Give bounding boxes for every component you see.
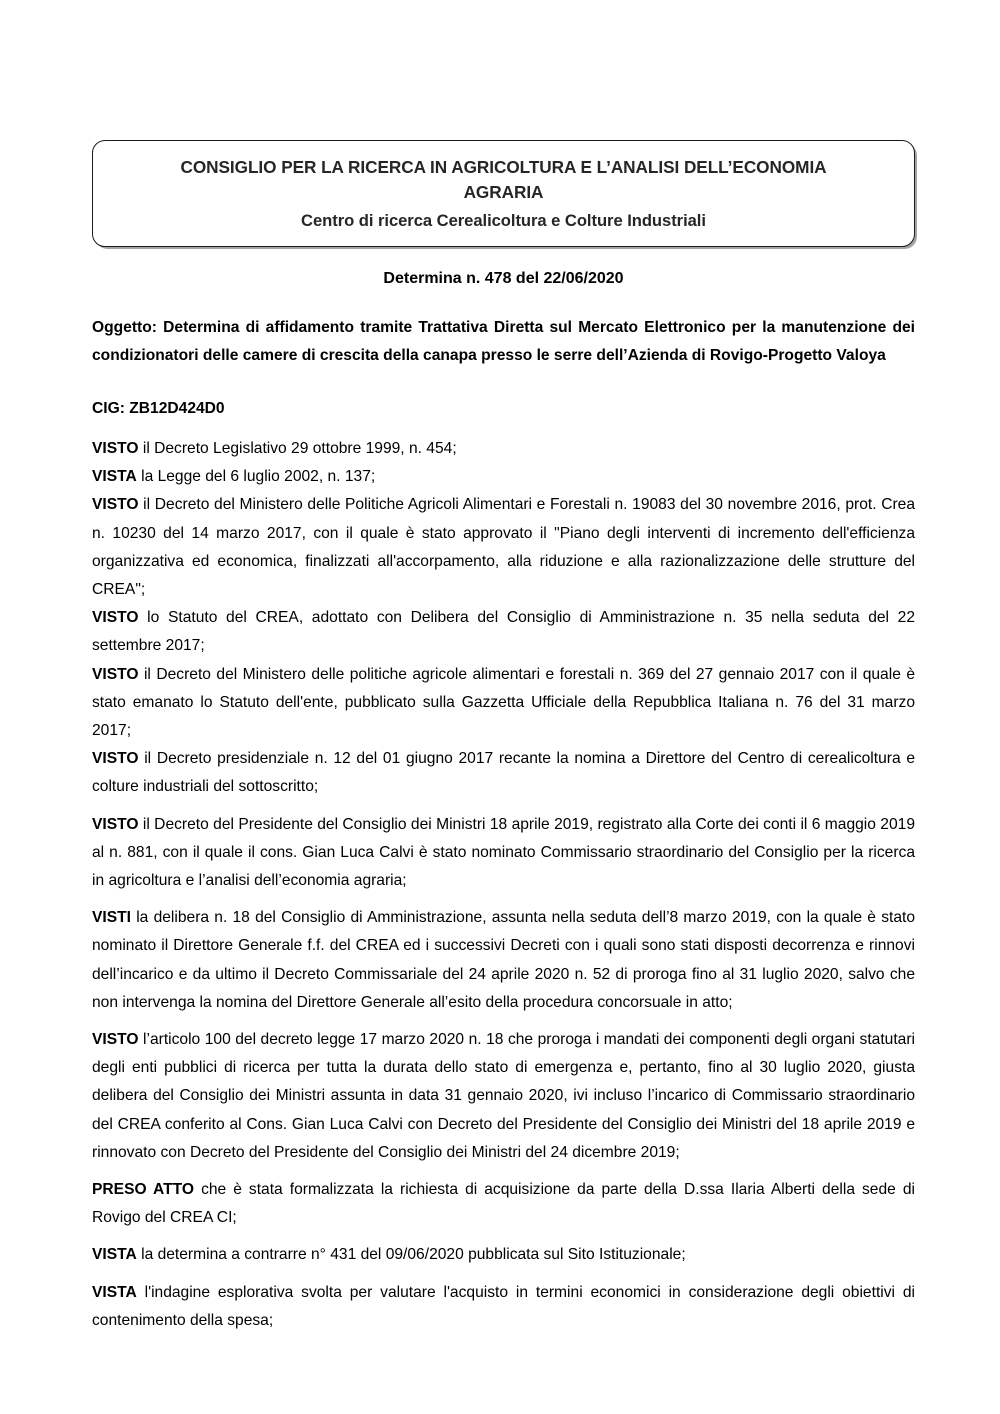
institution-header-box [92,140,915,247]
research-center-name: Centro di ricerca Cerealicoltura e Colture Industriali [301,211,706,230]
institution-name-line-2: AGRARIA [463,182,544,202]
clause-paragraph [92,904,915,1017]
clause-paragraph [92,491,915,604]
cig-value: ZB12D424D0 [129,400,225,417]
clause-paragraph [92,435,915,463]
clause-text: il Decreto del Ministero delle politiche agricole alimentari e forestali n. 369 del 27 gennaio 2017 con il quale è stato emanato lo Statuto dell'ente, pubblicato sulla Gazzetta Ufficiale della Repubblica Italiana n. 76 del 31 marzo 2017; [92,665,915,740]
clause-keyword: VISTO [92,496,139,514]
document-content [92,0,915,1335]
clause-keyword: VISTA [92,1246,137,1264]
clause-text: l'indagine esplorativa svolta per valutare l'acquisto in termini economici in considerazione degli obiettivi di contenimento della spesa; [92,1283,915,1329]
clause-paragraph [92,463,915,491]
clause-keyword: VISTO [92,815,139,833]
clause-text: la delibera n. 18 del Consiglio di Amministrazione, assunta nella seduta dell’8 marzo 2019, con la quale è stato nominato il Direttore Generale f.f. del CREA ed i successivi Decreti con i quali sono stati disposti decorrenza e rinnovi dell’incarico e da ultimo il Decreto Commissariale del 24 aprile 2020 n. 52 di proroga fino al 31 luglio 2020, salvo che non intervenga la nomina del Direttore Generale all’esito della procedura concorsuale in atto; [92,909,915,1011]
clause-paragraph [92,604,915,660]
clause-paragraph [92,1241,915,1269]
clause-paragraph [92,1176,915,1232]
clause-keyword: VISTA [92,468,137,486]
clause-keyword: VISTO [92,440,139,457]
oggetto-paragraph [92,314,915,370]
determina-number-line: Determina n. 478 del 22/06/2020 [383,270,624,287]
cig-label: CIG: [92,400,125,417]
clause-text: il Decreto del Ministero delle Politiche Agricoli Alimentari e Forestali n. 19083 del 30 novembre 2016, prot. Crea n. 10230 del 14 marzo 2017, con il quale è stato approvato il "Piano degli interventi di incremento dell'efficienza organizzativa ed economica, finalizzati all'accorpamento, alla riduzione e alla razionalizzazione delle strutture del CREA"; [92,496,915,599]
clause-text: il Decreto Legislativo 29 ottobre 1999, n. 454; [138,440,457,457]
clause-text: il Decreto del Presidente del Consiglio dei Ministri 18 aprile 2019, registrato alla Corte dei conti il 6 maggio 2019 al n. 881, con il quale il cons. Gian Luca Calvi è stato nominato Commissario straordinario del Consiglio per la ricerca in agricoltura e l’analisi dell’economia agraria; [92,815,915,890]
cig-line [92,395,915,423]
clause-keyword: VISTO [92,665,139,683]
clauses-list [92,435,915,1335]
clause-text: il Decreto presidenziale n. 12 del 01 giugno 2017 recante la nomina a Direttore del Centro di cerealicoltura e colture industriali del sottoscritto; [92,750,915,796]
clause-keyword: VISTA [92,1283,137,1301]
clause-text: che è stata formalizzata la richiesta di acquisizione da parte della D.ssa Ilaria Alberti della sede di Rovigo del CREA CI; [92,1181,915,1227]
oggetto-text: Determina di affidamento tramite Trattativa Diretta sul Mercato Elettronico per la manutenzione dei condizionatori delle camere di crescita della canapa presso le serre dell’Azienda di Rovigo-Progetto Valoya [92,319,915,364]
clause-text: l’articolo 100 del decreto legge 17 marzo 2020 n. 18 che proroga i mandati dei componenti degli organi statutari degli enti pubblici di ricerca per tutta la durata dello stato di emergenza e, pertanto, fino al 30 luglio 2020, giusta delibera del Consiglio dei Ministri assunta in data 31 gennaio 2020, ivi incluso l’incarico di Commissario straordinario del CREA conferito al Cons. Gian Luca Calvi con Decreto del Presidente del Consiglio dei Ministri del 18 aprile 2019 e rinnovato con Decreto del Presidente del Consiglio dei Ministri del 24 dicembre 2019; [92,1031,915,1161]
clause-keyword: PRESO ATTO [92,1181,195,1199]
clause-paragraph [92,1279,915,1335]
clause-keyword: VISTO [92,750,139,768]
clause-paragraph [92,811,915,896]
clause-paragraph [92,1026,915,1167]
clause-paragraph [92,661,915,746]
clause-text: la determina a contrarre n° 431 del 09/06/2020 pubblicata sul Sito Istituzionale; [136,1246,686,1264]
clause-keyword: VISTI [92,909,131,927]
oggetto-label: Oggetto: [92,319,157,336]
clause-text: la Legge del 6 luglio 2002, n. 137; [136,468,376,486]
clause-keyword: VISTO [92,1031,139,1049]
clause-keyword: VISTO [92,609,139,627]
clause-paragraph [92,745,915,801]
clause-text: lo Statuto del CREA, adottato con Delibera del Consiglio di Amministrazione n. 35 nella seduta del 22 settembre 2017; [92,609,915,655]
institution-name-line-1: CONSIGLIO PER LA RICERCA IN AGRICOLTURA E L’ANALISI DELL’ECONOMIA [180,157,827,177]
